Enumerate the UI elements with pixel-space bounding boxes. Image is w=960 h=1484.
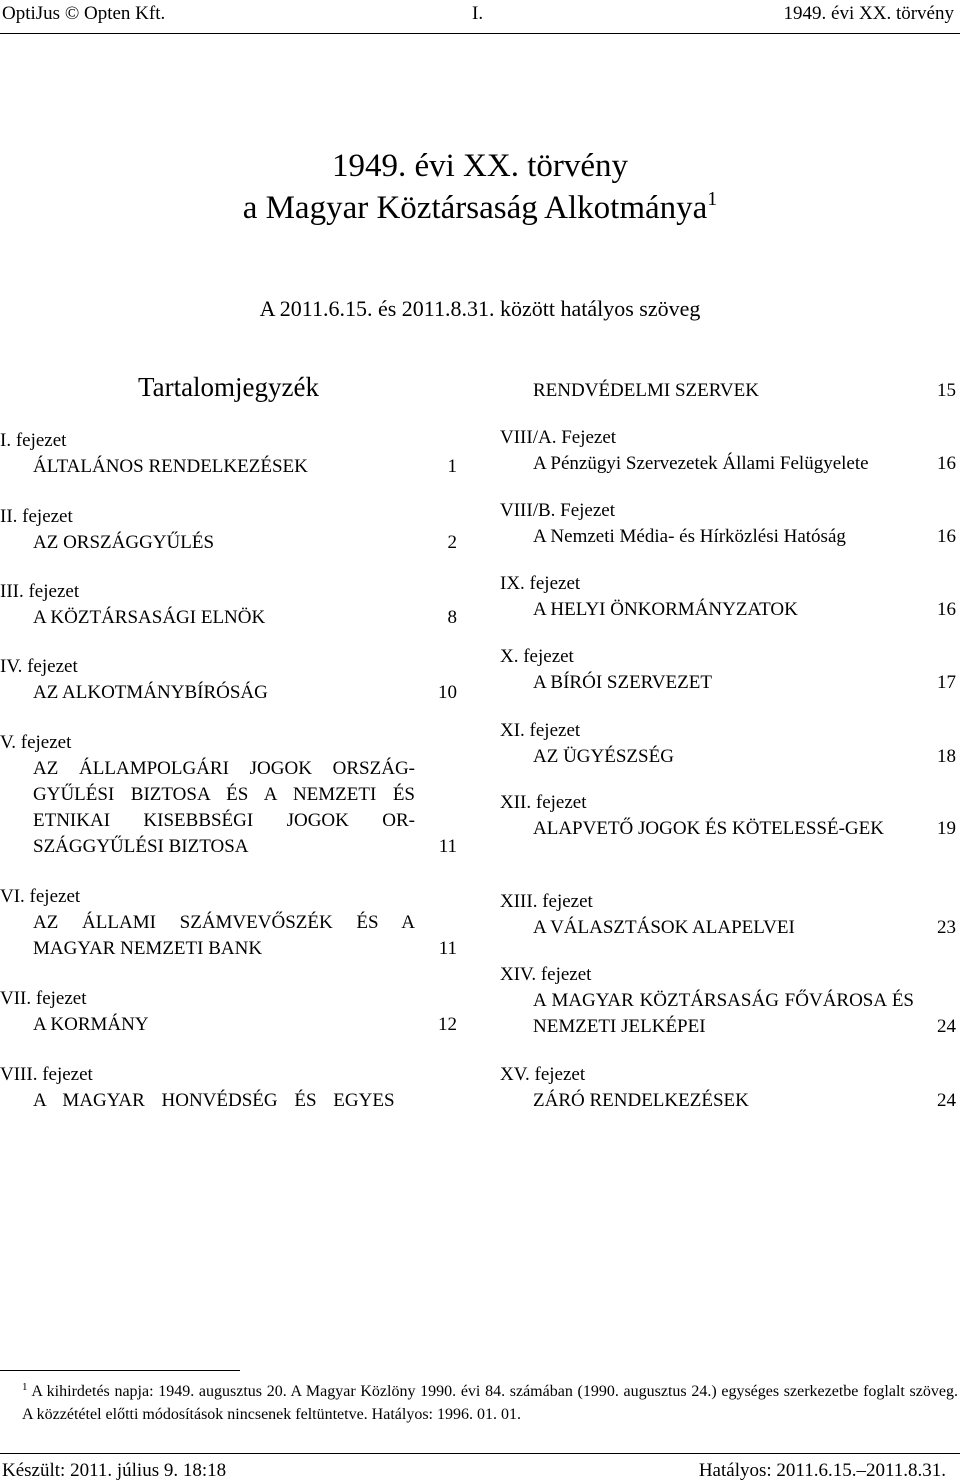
toc-entry-title: A KORMÁNY [33,1014,149,1035]
toc-entry-viii-a[interactable] [500,425,956,477]
toc-page-number: 16 [937,599,956,620]
footnote-rule [0,1370,240,1371]
toc-page-number: 10 [438,682,457,703]
toc-entry-vii[interactable] [0,986,457,1038]
toc-entry-xii[interactable] [500,790,956,842]
toc-entry-viii-b[interactable] [500,498,956,550]
toc-chapter-label: V. fejezet [0,732,72,753]
toc-entry-title: ZÁRÓ RENDELKEZÉSEK [533,1090,749,1111]
toc-entry-title: A Nemzeti Média- és Hírközlési Hatóság [533,526,846,547]
toc-entry-ii[interactable] [0,504,457,556]
toc-chapter-label: II. fejezet [0,506,73,527]
toc-entry-i[interactable] [0,428,457,480]
toc-entry-title: A MAGYAR KÖZTÁRSASÁG FŐVÁROSA ÉS NEMZETI JELKÉPEI [533,990,914,1037]
toc-entry-xi[interactable] [500,718,956,770]
toc-chapter-label: X. fejezet [500,646,574,667]
toc-chapter-label: I. fejezet [0,430,67,451]
header-center: I. [472,3,484,24]
toc-entry-title: RENDVÉDELMI SZERVEK [533,380,759,401]
toc-chapter-label: XIII. fejezet [500,891,593,912]
footer-right: Hatályos: 2011.6.15.–2011.8.31. [698,1460,946,1481]
toc-page-number: 23 [937,917,956,938]
toc-entry-viii[interactable] [0,1062,457,1114]
toc-chapter-label: VIII/A. Fejezet [500,427,617,448]
toc-chapter-label: XI. fejezet [500,720,581,741]
toc-page-number: 24 [937,1016,956,1037]
toc-chapter-label: XII. fejezet [500,792,587,813]
validity-statement: A 2011.6.15. és 2011.8.31. között hatályos szöveg [259,296,701,321]
footnote-text: A kihirdetés napja: 1949. augusztus 20. A Magyar Közlöny 1990. évi 84. számában (1990. augusztus 24.) egységes szerkezetbe foglalt szöveg. A közzététel előtti módosítások nincsenek feltüntetve. Hatályos: 1996. 01. 01. [22,1383,958,1423]
toc-page-number: 24 [937,1090,956,1111]
toc-entry-title: AZ ORSZÁGGYŰLÉS [33,532,215,553]
toc-entry-x[interactable] [500,644,956,696]
toc-page-number: 8 [447,607,457,628]
footnote-mark: 1 [22,1381,28,1393]
toc-entry-title: A BÍRÓI SZERVEZET [533,672,712,693]
toc-entry-ix[interactable] [500,571,956,623]
footer-rule [0,1453,960,1454]
header-right: 1949. évi XX. törvény [783,3,954,24]
toc-page-number: 16 [937,453,956,474]
toc-chapter-label: VIII. fejezet [0,1064,93,1085]
toc-entry-xv[interactable] [500,1062,956,1114]
toc-chapter-label: VIII/B. Fejezet [500,500,616,521]
toc-chapter-label: XIV. fejezet [500,964,592,985]
toc-entry-iii[interactable] [0,579,457,631]
toc-entry-title: AZ ALKOTMÁNYBÍRÓSÁG [33,682,268,703]
toc-chapter-label: VI. fejezet [0,886,81,907]
toc-entry-title: AZ ÁLLAMPOLGÁRI JOGOK ORSZÁG-GYŰLÉSI BIZTOSA ÉS A NEMZETI ÉS ETNIKAI KISEBBSÉGI JOGOK OR-SZÁGGYŰLÉSI BIZTOSA [33,758,415,857]
toc-page-number: 16 [937,526,956,547]
footnote [0,1380,958,1426]
toc-page-number: 17 [937,672,956,693]
footer-left: Készült: 2011. július 9. 18:18 [2,1460,227,1481]
toc-entry-title: A Pénzügyi Szervezetek Állami Felügyelete [533,453,869,474]
toc-entry-xiii[interactable] [500,889,956,941]
toc-entry-iv[interactable] [0,654,457,706]
toc-heading: Tartalomjegyzék [137,372,320,402]
toc-chapter-label: IV. fejezet [0,656,78,677]
toc-page-number: 11 [438,938,457,959]
toc-entry-title: A HELYI ÖNKORMÁNYZATOK [533,599,798,620]
toc-entry-title: A MAGYAR HONVÉDSÉG ÉS EGYES [33,1090,395,1111]
toc-entry-title: AZ ÜGYÉSZSÉG [533,746,674,767]
header-rule [0,33,960,34]
toc-entry-title: A KÖZTÁRSASÁGI ELNÖK [33,607,266,628]
header-left: OptiJus © Opten Kft. [2,3,166,24]
toc-page-number: 18 [937,746,956,767]
toc-entry-title: AZ ÁLLAMI SZÁMVEVŐSZÉK ÉS A MAGYAR NEMZETI BANK [33,912,415,959]
document-subtitle: a Magyar Köztársaság Alkotmánya$^1$ [242,188,718,226]
toc-entry-v[interactable] [0,730,457,860]
footnote-reference[interactable]: 1 [707,188,718,210]
toc-page-number: 19 [937,818,956,839]
toc-chapter-label: VII. fejezet [0,988,87,1009]
toc-entry-viii-continuation[interactable] [533,378,956,404]
toc-entry-title: A VÁLASZTÁSOK ALAPELVEI [533,917,795,938]
toc-entry-xiv[interactable] [500,962,956,1040]
toc-chapter-label: XV. fejezet [500,1064,586,1085]
toc-entry-vi[interactable] [0,884,457,962]
toc-page-number: 1 [447,456,457,477]
toc-page-number: 15 [937,380,956,401]
toc-page-number: 12 [438,1014,457,1035]
toc-chapter-label: IX. fejezet [500,573,581,594]
toc-page-number: 2 [447,532,457,553]
toc-chapter-label: III. fejezet [0,581,80,602]
toc-entry-title: ALAPVETŐ JOGOK ÉS KÖTELESSÉ-GEK [533,818,884,839]
document-title: 1949. évi XX. törvény [331,148,629,184]
toc-page-number: 11 [438,836,457,857]
toc-entry-title: ÁLTALÁNOS RENDELKEZÉSEK [33,456,308,477]
